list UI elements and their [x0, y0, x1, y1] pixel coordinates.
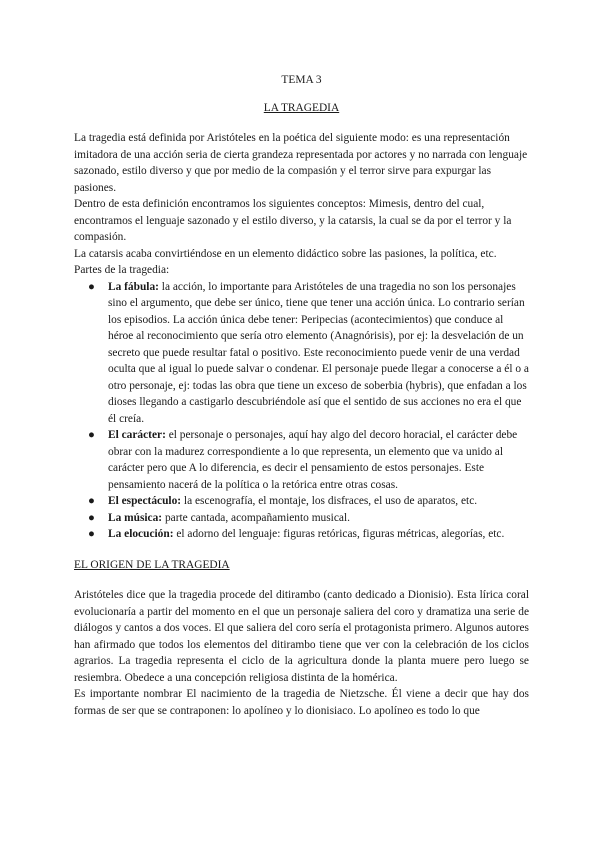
list-item	[74, 510, 529, 527]
part-term: La música:	[108, 511, 163, 524]
part-text: el adorno del lenguaje: figuras retóricas, figuras métricas, alegorías, etc.	[173, 528, 505, 540]
list-item	[74, 493, 529, 510]
list-item	[74, 427, 529, 493]
parts-list	[74, 279, 529, 543]
bullet-icon: ●	[88, 495, 95, 507]
intro-paragraph: La tragedia está definida por Aristóteles en la poética del siguiente modo: es una representación imitadora de una acción seria de cierta grandeza representada por actores y no narrada con lenguaje sazonado, estilo diverso y que por medio de la compasión y el terror sirve para expurgar las pasiones.	[74, 132, 528, 194]
bullet-icon: ●	[88, 280, 95, 293]
part-term: La fábula:	[108, 280, 159, 293]
bullet-icon: ●	[88, 528, 95, 540]
section-paragraph: Aristóteles dice que la tragedia procede del ditirambo (canto dedicado a Dionisio). Esta lírica coral evolucionaría a partir del momento en el que un personaje saliera del coro y dramatiza una serie de diálogos y cantos a dos voces. El que saliera del coro sería el protagonista primero. Algunos autores han afirmado que todos los elementos del ditirambo tiene que ver con la celebración de los ciclos agrarios. La tragedia representa el ciclo de la agricultura donde la planta muere pero luego se resiembra. Obedece a una concepción religiosa distinta de la homérica.	[74, 589, 529, 684]
parts-intro: Partes de la tragedia:	[74, 264, 170, 276]
part-term: El espectáculo:	[108, 495, 182, 507]
part-text: la escenografía, el montaje, los disfraces, el uso de aparatos, etc.	[181, 495, 478, 507]
intro-paragraph: La catarsis acaba convirtiéndose en un elemento didáctico sobre las pasiones, la política, etc.	[74, 247, 497, 260]
intro-paragraph: Dentro de esta definición encontramos los siguientes conceptos: Mimesis, dentro del cual, encontramos el lenguaje sazonado y el estilo diverso, y la catarsis, la cual se da por el terror y la compasión.	[74, 198, 512, 243]
bullet-icon: ●	[88, 511, 95, 524]
document-body	[74, 72, 529, 719]
part-term: La elocución:	[108, 528, 174, 540]
document-subtitle: LA TRAGEDIA	[263, 101, 340, 114]
list-item	[74, 279, 529, 428]
part-text: el personaje o personajes, aquí hay algo del decoro horacial, el carácter debe obrar con la madurez correspondiente a lo que representa, un elemento que va unido al carácter pero que A lo diferencia, es decir el pensamiento de estos personajes. Este pensamiento nacerá de la política o la retórica entre otras cosas.	[108, 429, 518, 491]
part-term: El carácter:	[108, 429, 166, 441]
section-paragraph: Es importante nombrar El nacimiento de la tragedia de Nietzsche. Él viene a decir que hay dos formas de ser que se contraponen: lo apolíneo y lo dionisiaco. Lo apolíneo es todo lo que	[74, 688, 529, 717]
section-heading: EL ORIGEN DE LA TRAGEDIA	[74, 558, 230, 571]
part-text: parte cantada, acompañamiento musical.	[162, 511, 350, 524]
bullet-icon: ●	[88, 429, 95, 441]
list-item	[74, 526, 529, 543]
page-title: TEMA 3	[281, 74, 322, 86]
part-text: la acción, lo importante para Aristóteles de una tragedia no son los personajes sino el argumento, que debe ser único, tiene que tener una acción única. Lo contrario serían los episodios. La acción única debe tener: Peripecias (acontecimientos) que conduce al héroe al reconocimiento que sería otro elemento (Anagnórisis), por ej: la desvelación de un secreto que puede resultar fatal o positivo. Este reconocimiento puede venir de una verdad oculta que al igual lo puede salvar o condenar. El personaje puede llegar a conocerse a él o a otro personaje, ej: todas las obra que tiene un exceso de soberbia (hybris), que enfadan a los dioses llegando a castigarlo descubriéndole así que el sentido de sus acciones no era el que él creía.	[108, 280, 529, 425]
